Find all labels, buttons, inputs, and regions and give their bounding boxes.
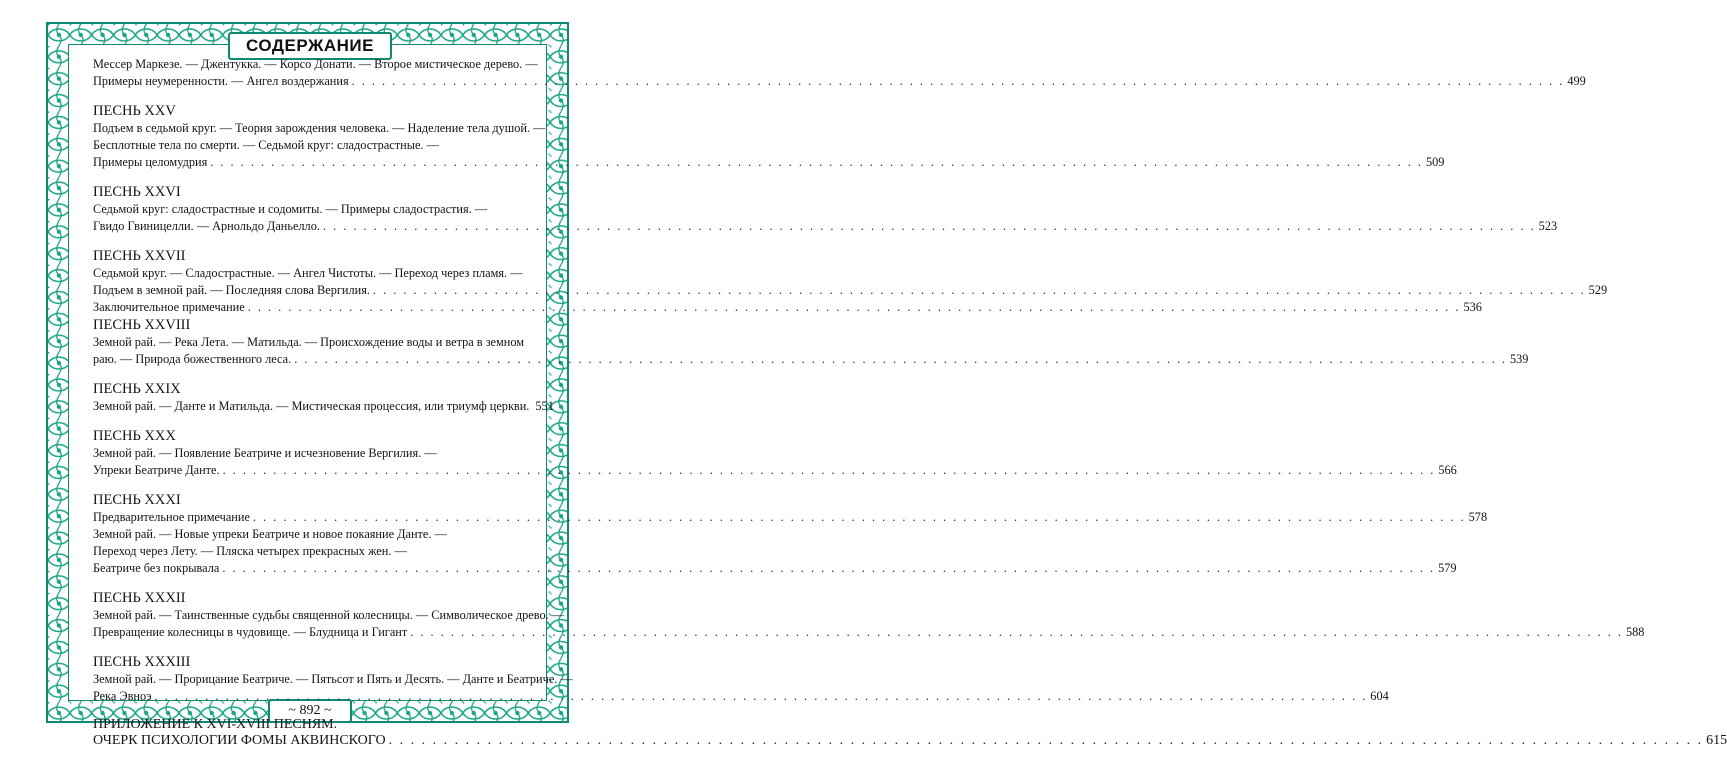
toc-page-number: 615	[1706, 733, 1727, 748]
dot-leader: . . . . . . . . . . . . . . . . . . . . . . . . . . . . . . . . . . . . . . . . . . . . . . . . . . . . . . . . . . . . . . . . . . . . . . . . . . . . . . . . . . . . . . . . . . . . . . . . . . . . . . . . . . . . . . . . . . . . . . . .	[372, 283, 1586, 297]
toc-line: Бесплотные тела по смерти. — Седьмой круг: сладострастные. —	[93, 138, 439, 152]
song-heading: ПЕСНЬ XXIX	[93, 381, 181, 397]
toc-page-number: 536	[1463, 300, 1482, 314]
song-heading: ПЕСНЬ XXXI	[93, 492, 181, 508]
toc-entry-text: Превращение колесницы в чудовище. — Блудница и Гигант	[93, 625, 408, 639]
appendix-title: ПРИЛОЖЕНИЕ К XVI-XVIII ПЕСНЯМ.	[93, 717, 338, 732]
page-number: ~ 892 ~	[268, 699, 352, 723]
toc-entry	[93, 351, 1529, 368]
toc-section	[93, 247, 1608, 316]
toc-section	[93, 316, 1529, 368]
toc-line: Подъем в седьмой круг. — Теория зарождения человека. — Наделение тела душой. —	[93, 121, 546, 135]
toc-line: Земной рай. — Появление Беатриче и исчезновение Вергилия. —	[93, 446, 437, 460]
toc-line: Переход через Лету. — Пляска четырех прекрасных жен. —	[93, 544, 407, 558]
dot-leader: . . . . . . . . . . . . . . . . . . . . . . . . . . . . . . . . . . . . . . . . . . . . . . . . . . . . . . . . . . . . . . . . . . . . . . . . . . . . . . . . . . . . . . . . . . . . . . . . . . . . . . . . . . . . . . . . . . . . . . . .	[322, 219, 1536, 233]
toc-entry	[93, 509, 1488, 526]
dot-leader: . . . . . . . . . . . . . . . . . . . . . . . . . . . . . . . . . . . . . . . . . . . . . . . . . . . . . . . . . . . . . . . . . . . . . . . . . . . . . . . . . . . . . . . . . . . . . . . . . . . . . . . . . . . . . . . . . . . . . . . .	[222, 561, 1436, 575]
dot-leader: . . . . . . . . . . . . . . . . . . . . . . . . . . . . . . . . . . . . . . . . . . . . . . . . . . . . . . . . . . . . . . . . . . . . . . . . . . . . . . . . . . . . . . . . . . . . . . . . . . . . . . . . . . . . . . . . . . . . . . . .	[351, 74, 1565, 88]
toc-page-number: 509	[1425, 155, 1445, 169]
dot-leader: . . . . . . . . . . . . . . . . . . . . . . . . . . . . . . . . . . . . . . . . . . . . . . . . . . . . . . . . . . . . . . . . . . . . . . . . . . . . . . . . . . . . . . . . . . . . . . . . . . . . . . . . . . . . . . . . . . . . . . . .	[222, 463, 1436, 477]
toc-section	[93, 56, 1586, 90]
toc-page-number: 539	[1509, 352, 1529, 366]
toc-entry-text: Земной рай. — Данте и Матильда. — Мистическая процессия, или триумф церкви.	[93, 399, 530, 413]
toc-page-number: 566	[1438, 463, 1457, 477]
toc-page-number: 578	[1468, 510, 1488, 524]
toc-section	[93, 380, 554, 415]
toc-entry	[93, 218, 1558, 235]
toc-entry-text: Упреки Беатриче Данте.	[93, 463, 220, 477]
toc-entry	[93, 688, 1389, 705]
dot-leader: . . . . . . . . . . . . . . . . . . . . . . . . . . . . . . . . . . . . . . . . . . . . . . . . . . . . . . . . . . . . . . . . . . . . . . . . . . . . . . . . . . . . . . . . . . . . . . . . . . . . . . . . . . . . . . . . . . . . . . . .	[388, 733, 1704, 748]
toc-section	[93, 491, 1488, 577]
toc-entry	[93, 733, 1727, 749]
toc-page-number: 529	[1588, 283, 1608, 297]
toc-section	[93, 183, 1558, 235]
toc-entry	[93, 398, 554, 415]
toc-entry	[93, 282, 1608, 299]
song-heading: ПЕСНЬ XXVI	[93, 184, 181, 200]
song-heading: ПЕСНЬ XXXIII	[93, 654, 191, 670]
appendix-section	[93, 717, 1727, 749]
toc-page-number: 604	[1370, 689, 1389, 703]
table-of-contents	[93, 56, 1727, 761]
toc-line: Земной рай. — Новые упреки Беатриче и новое покаяние Данте. —	[93, 527, 447, 541]
toc-section	[93, 653, 1389, 705]
toc-entry-text: Гвидо Гвиницелли. — Арнольдо Даньелло.	[93, 219, 320, 233]
toc-line: Седьмой круг. — Сладострастные. — Ангел Чистоты. — Переход через пламя. —	[93, 266, 523, 280]
song-heading: ПЕСНЬ XXX	[93, 428, 176, 444]
toc-line: Земной рай. — Река Лета. — Матильда. — Происхождение воды и ветра в земном	[93, 335, 525, 349]
toc-entry	[93, 624, 1645, 641]
toc-entry	[93, 73, 1586, 90]
dot-leader: . . . . . . . . . . . . . . . . . . . . . . . . . . . . . . . . . . . . . . . . . . . . . . . . . . . . . . . . . . . . . . . . . . . . . . . . . . . . . . . . . . . . . . . . . . . . . . . . . . . . . . . . . . . . . . . . . . . . . . . .	[247, 300, 1461, 314]
dot-leader: . . . . . . . . . . . . . . . . . . . . . . . . . . . . . . . . . . . . . . . . . . . . . . . . . . . . . . . . . . . . . . . . . . . . . . . . . . . . . . . . . . . . . . . . . . . . . . . . . . . . . . . . . . . . . . . . . . . . . . . .	[252, 510, 1466, 524]
toc-section	[93, 102, 1445, 171]
toc-line: Мессер Маркезе. — Джентукка. — Корсо Донати. — Второе мистическое дерево. —	[93, 57, 538, 71]
toc-entry-text: Подъем в земной рай. — Последняя слова Вергилия.	[93, 283, 370, 297]
toc-entry-text: Предварительное примечание	[93, 510, 250, 524]
song-heading: ПЕСНЬ XXXII	[93, 590, 186, 606]
toc-entry-text: Беатриче без покрывала	[93, 561, 220, 575]
page-title: СОДЕРЖАНИЕ	[228, 32, 392, 60]
toc-page-number: 499	[1567, 74, 1586, 88]
toc-section	[93, 589, 1645, 641]
song-heading: ПЕСНЬ XXVII	[93, 248, 186, 264]
song-heading: ПЕСНЬ XXV	[93, 103, 176, 119]
toc-section	[93, 427, 1457, 479]
toc-page-number: 551	[535, 399, 554, 413]
toc-page-number: 523	[1538, 219, 1558, 233]
toc-entry	[93, 560, 1457, 577]
song-heading: ПЕСНЬ XXVIII	[93, 317, 191, 333]
toc-page-number: 579	[1438, 561, 1457, 575]
toc-entry	[93, 154, 1445, 171]
toc-entry-text: раю. — Природа божественного леса.	[93, 352, 292, 366]
toc-line: Земной рай. — Таинственные судьбы священной колесницы. — Символическое древо. —	[93, 608, 565, 622]
dot-leader: . . . . . . . . . . . . . . . . . . . . . . . . . . . . . . . . . . . . . . . . . . . . . . . . . . . . . . . . . . . . . . . . . . . . . . . . . . . . . . . . . . . . . . . . . . . . . . . . . . . . . . . . . . . . . . . . . . . . . . . .	[410, 625, 1623, 639]
toc-entry-text: Примеры неумеренности. — Ангел воздержания	[93, 74, 349, 88]
toc-entry	[93, 462, 1457, 479]
dot-leader: . . . . . . . . . . . . . . . . . . . . . . . . . . . . . . . . . . . . . . . . . . . . . . . . . . . . . . . . . . . . . . . . . . . . . . . . . . . . . . . . . . . . . . . . . . . . . . . . . . . . . . . . . . . . . . . . . . . . . . . .	[210, 155, 1423, 169]
toc-line: Земной рай. — Прорицание Беатриче. — Пятьсот и Пять и Десять. — Данте и Беатриче. —	[93, 672, 573, 686]
toc-entry-text: Река Эвноэ	[93, 689, 152, 703]
toc-entry	[93, 299, 1482, 316]
toc-line: Седьмой круг: сладострастные и содомиты. — Примеры сладострастия. —	[93, 202, 488, 216]
appendix-subtitle: ОЧЕРК ПСИХОЛОГИИ ФОМЫ АКВИНСКОГО	[93, 733, 386, 748]
dot-leader: . . . . . . . . . . . . . . . . . . . . . . . . . . . . . . . . . . . . . . . . . . . . . . . . . . . . . . . . . . . . . . . . . . . . . . . . . . . . . . . . . . . . . . . . . . . . . . . . . . . . . . . . . . . . . . . . . . . . . . . .	[294, 352, 1507, 366]
toc-page-number: 588	[1626, 625, 1645, 639]
toc-entry-text: Заключительное примечание	[93, 300, 245, 314]
toc-entry-text: Примеры целомудрия	[93, 155, 208, 169]
dot-leader: . . . . . . . . . . . . . . . . . . . . . . . . . . . . . . . . . . . . . . . . . . . . . . . . . . . . . . . . . . . . . . . . . . . . . . . . . . . . . . . . . . . . . . . . . . . . . . . . . . . . . . . . . . . . . . . . . . . . . . . .	[154, 689, 1368, 703]
